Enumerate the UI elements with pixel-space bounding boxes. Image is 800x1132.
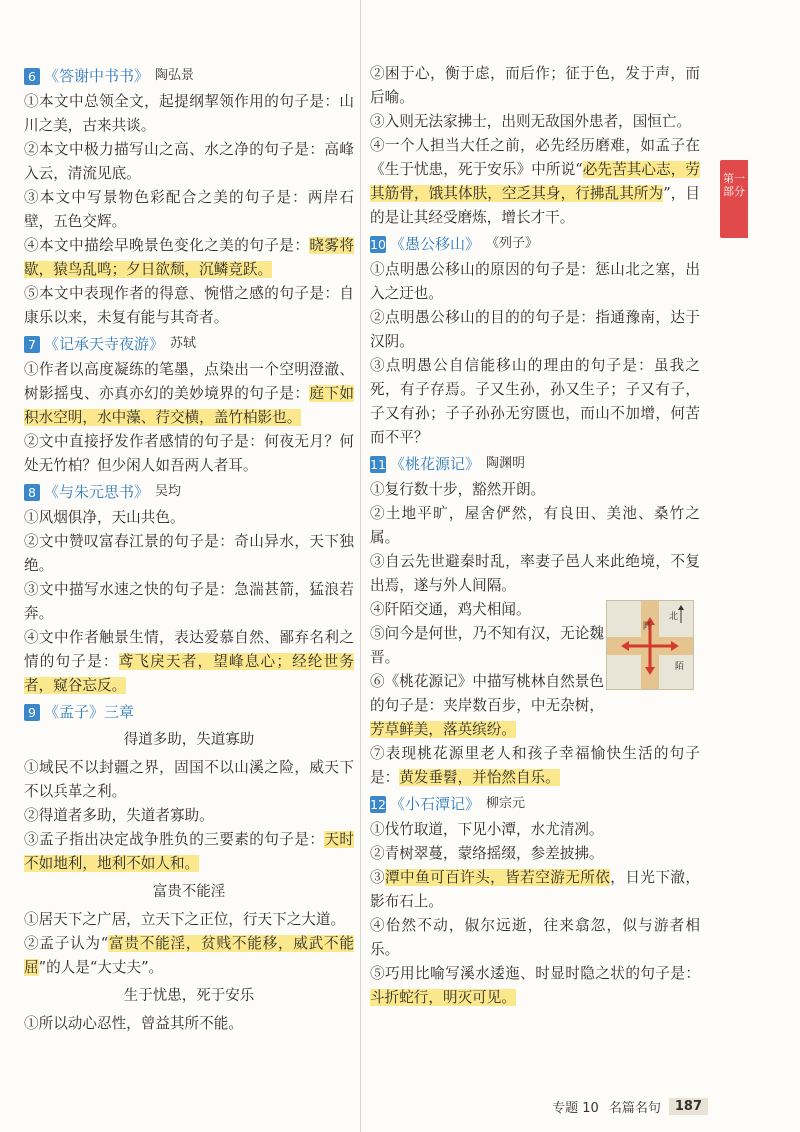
item-text: ①所以动心忍性，曾益其所不能。: [24, 1015, 243, 1032]
section-author: 陶弘景: [155, 68, 195, 83]
list-item: [370, 478, 700, 502]
item-text: ④文中作者触景生情，表达爱慕自然、鄙弃名利之情的句子是：: [24, 629, 354, 670]
section-title: 《小石潭记》: [390, 795, 481, 813]
list-item: [24, 358, 354, 430]
list-item: [24, 626, 354, 698]
list-item: [370, 306, 700, 354]
section-heading-9: [24, 700, 354, 724]
page-footer: [552, 1097, 708, 1116]
section-author: 柳宗元: [486, 796, 526, 811]
list-item: [24, 932, 354, 980]
item-text: ②文中赞叹富春江景的句子是：奇山异水，天下独绝。: [24, 533, 354, 574]
list-item: [370, 670, 604, 742]
highlighted-quote: 芳草鲜美，落英缤纷。: [370, 721, 516, 738]
list-item: [24, 234, 354, 282]
item-text: ①居天下之广居，立天下之正位，行天下之大道。: [24, 911, 346, 928]
item-text: ②文中直接抒发作者感情的句子是：何夜无月？何处无竹柏？但少闲人如吾两人者耳。: [24, 433, 354, 474]
highlighted-quote: 庭下如积水空明，水中藻、荇交横，盖竹柏影也。: [24, 385, 354, 426]
left-column: [24, 62, 354, 1036]
item-text: ①域民不以封疆之界，固国不以山溪之险，威天下不以兵革之利。: [24, 759, 354, 800]
list-item: [24, 282, 354, 330]
list-item: [370, 866, 700, 914]
section-author: 《列子》: [486, 236, 539, 251]
section-number: 9: [24, 704, 40, 721]
section-11-body: [370, 478, 700, 790]
item-text: ①作者以高度凝练的笔墨，点染出一个空明澄澈、树影摇曳、亦真亦幻的美妙境界的句子是：: [24, 361, 354, 402]
list-item: [370, 818, 700, 842]
item-text: ②本文中极力描写山之高、水之净的句子是：高峰入云，清流见底。: [24, 141, 354, 182]
section-title: 《记承天寺夜游》: [44, 335, 165, 353]
item-text: ③文中描写水速之快的句子是：急湍甚箭，猛浪若奔。: [24, 581, 354, 622]
section-title: 《孟子》三章: [44, 703, 135, 721]
highlighted-quote: 潭中鱼可百许头，皆若空游无所依: [385, 869, 611, 886]
section-heading-6: [24, 64, 354, 88]
section-author: 陶渊明: [486, 456, 526, 471]
list-item: [370, 742, 700, 790]
section-number: 10: [370, 236, 386, 252]
item-text: ②困于心，衡于虑，而后作；征于色，发于声，而后喻。: [370, 65, 700, 106]
item-text: ③孟子指出决定战争胜负的三要素的句子是：: [24, 831, 325, 848]
list-item: [370, 622, 604, 670]
list-item: [24, 828, 354, 876]
item-text: ③入则无法家拂士，出则无敌国外患者，国恒亡。: [370, 113, 692, 130]
item-text: ①风烟俱净，天山共色。: [24, 509, 185, 526]
highlighted-quote: 天时不如地利，地利不如人和。: [24, 831, 354, 872]
footer-name: 名篇名句: [608, 1101, 661, 1116]
highlighted-quote: 必先苦其心志，劳其筋骨，饿其体肤，空乏其身，行拂乱其所为: [370, 161, 700, 202]
item-text: ①本文中总领全文，起提纲挈领作用的句子是：山川之美，古来共谈。: [24, 93, 354, 134]
highlighted-quote: 斗折蛇行，明灭可见。: [370, 989, 516, 1006]
item-text-tail: ，日光下澈，影布石上。: [370, 869, 700, 910]
section-heading-7: [24, 332, 354, 356]
item-text: ②青树翠蔓，蒙络摇缀，参差披拂。: [370, 845, 604, 862]
list-item: [24, 430, 354, 478]
highlighted-quote: 鸢飞戾天者，望峰息心；经纶世务者，窥谷忘反。: [24, 653, 354, 694]
list-item: [370, 258, 700, 306]
item-text: ②点明愚公移山的目的的句子是：指通豫南，达于汉阴。: [370, 309, 700, 350]
qian-label: 阡: [643, 622, 653, 632]
item-text: ②得道者多助，失道者寡助。: [24, 807, 214, 824]
item-text: ③自云先世避秦时乱，率妻子邑人来此绝境，不复出焉，遂与外人间隔。: [370, 553, 700, 594]
item-text: ②孟子认为“: [24, 935, 109, 952]
item-text: ③点明愚公自信能移山的理由的句子是：虽我之死，有子存焉。子又生孙，孙又生子；子又有子，子又有孙；子子孙孙无穷匮也，而山不加增，何苦而不平？: [370, 357, 700, 446]
subheading: 生于忧患，死于安乐: [123, 988, 255, 1004]
section-heading-11: [370, 452, 700, 476]
section-title: 《桃花源记》: [390, 455, 481, 473]
item-text: ⑦表现桃花源里老人和孩子幸福愉快生活的句子是：: [370, 745, 700, 786]
section-tab-label: 第一部分: [723, 172, 745, 198]
list-item: [370, 914, 700, 962]
item-text: ④佁然不动，俶尔远逝，往来翕忽，似与游者相乐。: [370, 917, 700, 958]
item-text: ⑤巧用比喻写溪水逶迤、时显时隐之状的句子是：: [370, 965, 700, 982]
list-item: [370, 134, 700, 230]
section-number: 11: [370, 456, 386, 472]
list-item: [24, 530, 354, 578]
highlighted-quote: 富贵不能淫，贫贱不能移，威武不能屈: [24, 935, 354, 976]
highlighted-quote: 晓雾将歇，猿鸟乱鸣；夕日欲颓，沉鳞竞跃。: [24, 237, 354, 278]
column-divider: [360, 0, 361, 1132]
item-text: ②土地平旷，屋舍俨然，有良田、美池、桑竹之属。: [370, 505, 700, 546]
list-item: [370, 962, 700, 1010]
section-number: 7: [24, 336, 40, 353]
item-text: ①点明愚公移山的原因的句子是：惩山北之塞，出入之迂也。: [370, 261, 700, 302]
section-title: 《答谢中书书》: [44, 67, 150, 85]
list-item: [370, 62, 700, 110]
section-number: 6: [24, 68, 40, 85]
section-heading-10: [370, 232, 700, 256]
section-title: 《与朱元思书》: [44, 483, 150, 501]
item-text-tail: ”，目的是让其经受磨炼，增长才干。: [370, 185, 700, 226]
crossroads-diagram: [606, 600, 694, 690]
item-text: ③: [370, 869, 386, 886]
section-heading-8: [24, 480, 354, 504]
item-text: ①复行数十步，豁然开朗。: [370, 481, 546, 498]
item-text: ④一个人担当大任之前，必先经历磨难，如孟子在《生于忧患，死于安乐》中所说“: [370, 137, 700, 178]
section-tab[interactable]: [720, 160, 748, 238]
list-item: [370, 354, 700, 450]
section-number: 12: [370, 796, 386, 812]
mo-label: 陌: [675, 662, 685, 672]
item-text: ④本文中描绘早晚景色变化之美的句子是：: [24, 237, 310, 254]
subheading: 得道多助，失道寡助: [123, 732, 255, 748]
list-item: [370, 550, 700, 598]
section-title: 《愚公移山》: [390, 235, 481, 253]
item-text: ①伐竹取道，下见小潭，水尤清冽。: [370, 821, 604, 838]
item-text: ⑤问今是何世，乃不知有汉，无论魏晋。: [370, 625, 604, 666]
section-author: 苏轼: [170, 336, 197, 351]
page-number: 187: [669, 1098, 708, 1115]
list-item: [24, 186, 354, 234]
list-item: [370, 110, 700, 134]
subheading: 富贵不能淫: [152, 884, 226, 900]
highlighted-quote: 黄发垂髫，并怡然自乐。: [399, 769, 560, 786]
list-item: [24, 90, 354, 138]
north-label: 北: [669, 612, 679, 622]
list-item: [370, 598, 604, 622]
list-item: [24, 138, 354, 186]
item-text: ④阡陌交通，鸡犬相闻。: [370, 601, 531, 618]
list-item: [370, 842, 700, 866]
section-heading-12: [370, 792, 700, 816]
list-item: [24, 506, 354, 530]
item-text: ⑥《桃花源记》中描写桃林自然景色的句子是：夹岸数百步，中无杂树，: [370, 673, 604, 714]
list-item: [24, 756, 354, 804]
item-text: ③本文中写景物色彩配合之美的句子是：两岸石壁，五色交辉。: [24, 189, 354, 230]
right-column: [370, 62, 700, 1010]
item-text: ⑤本文中表现作者的得意、惋惜之感的句子是：自康乐以来，未复有能与其奇者。: [24, 285, 354, 326]
section-author: 吴均: [155, 484, 182, 499]
section-number: 8: [24, 484, 40, 501]
list-item: [24, 908, 354, 932]
list-item: [24, 804, 354, 828]
list-item: [24, 1012, 354, 1036]
list-item: [370, 502, 700, 550]
list-item: [24, 578, 354, 626]
footer-topic: 专题 10: [552, 1101, 599, 1116]
item-text-tail: ”的人是“大丈夫”。: [38, 959, 164, 976]
